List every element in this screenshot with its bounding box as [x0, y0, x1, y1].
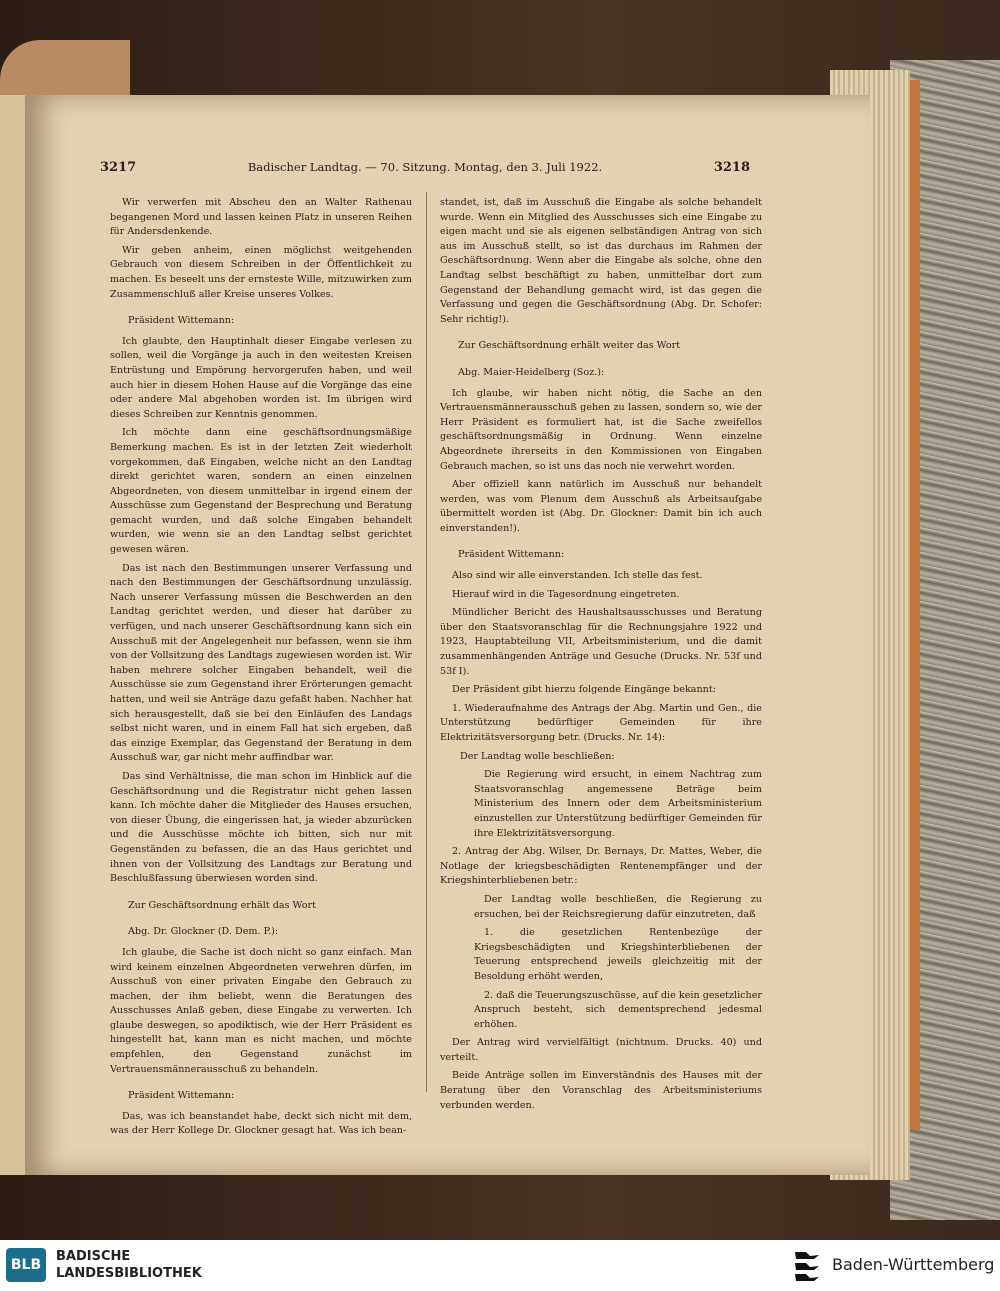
blb-logo-icon[interactable]: BLB	[6, 1248, 46, 1282]
paragraph: Das sind Verhältnisse, die man schon im Hinblick auf die Geschäftsordnung und die Registratur nicht gehen lassen kann. Ich möchte daher die Mitglieder des Hauses ersuchen, von dieser Übung, die eingerissen hat, ja wieder abzurücken und die Ausschüsse möchte ich bitten, sich nur mit Gegenständen zu befassen, die an das Haus gerichtet und ihnen von der Vollsitzung des Landtags zur Beratung und Beschlußfassung überwiesen worden sind.	[110, 770, 412, 885]
column-divider	[426, 192, 427, 1092]
paragraph: Ich möchte dann eine geschäftsordnungsmäßige Bemerkung machen. Es ist in der letzten Zeit wiederholt vorgekommen, daß Eingaben, welche nicht an den Landtag direkt gerichtet waren, sondern an einen einzelnen Abgeordneten, von diesem unmittelbar in irgend einem der Ausschüsse zum Gegenstand der Besprechung und Beratung gemacht wurden, und daß solche Eingaben behandelt wurden, wie wenn sie an den Landtag selbst gerichtet gewesen wären.	[110, 427, 412, 556]
speaker-heading: Abg. Maier-Heidelberg (Soz.):	[458, 366, 605, 378]
paragraph: Also sind wir alle einverstanden. Ich stelle das fest.	[452, 570, 703, 582]
page-number-left: 3217	[100, 160, 137, 175]
speaker-heading: Abg. Dr. Glockner (D. Dem. P.):	[128, 926, 279, 938]
paragraph: Der Antrag wird vervielfältigt (nichtnum. Drucks. 40) und verteilt.	[440, 1037, 762, 1063]
paragraph: Ich glaubte, den Hauptinhalt dieser Eingabe verlesen zu sollen, weil die Vorgänge ja auch in den weitesten Kreisen Entrüstung und Empörung hervorgerufen haben, und weil auch hier in diesem Hohen Hause auf die Vorgänge das eine oder andere Mal abgehoben worden ist. Im übrigen wird dieses Schreiben zur Kenntnis genommen.	[110, 335, 412, 420]
speaker-heading: Präsident Wittemann:	[128, 315, 235, 327]
speaker-heading: Präsident Wittemann:	[458, 549, 565, 561]
paragraph: Ich glaube, wir haben nicht nötig, die Sache an den Vertrauensmännerausschuß gehen zu lassen, sondern so, wie der Herr Präsident es formuliert hat, ist die Sache zweifellos geschäftsordnungsmäßig in Ordnung. Wenn einzelne Abgeordnete ihrerseits in den Kommissionen von Eingaben Gebrauch machen, so ist uns das noch nie verwehrt worden.	[440, 387, 762, 472]
bw-name[interactable]: Baden-Württemberg	[832, 1255, 995, 1274]
paragraph: standet, ist, daß im Ausschuß die Eingabe als solche behandelt wurde. Wenn ein Mitglied des Ausschusses sich eine Eingabe zu eigen macht und sie als eigenen selbständigen Antrag von sich aus im Ausschuß stellt, so ist das durchaus im Rahmen der Geschäftsordnung. Wenn aber die Eingabe als solche, ohne den Landtag selbst beschäftigt zu haben, unmittelbar dort zum Gegenstand der Behandlung gemacht wird, ist das gegen die Verfassung und gegen die Geschäftsordnung (Abg. Dr. Schofer: Sehr richtig!).	[440, 197, 762, 325]
blb-name-line1: BADISCHE	[56, 1249, 131, 1264]
footer-bar	[0, 1240, 1000, 1291]
paragraph: Wir geben anheim, einen möglichst weitgehenden Gebrauch von diesem Schreiben in der Öffentlichkeit zu machen. Es beseelt uns der ernsteste Wille, mitzuwirken zum Zusammenschluß aller Kreise unseres Volkes.	[110, 244, 412, 300]
paragraph: Das, was ich beanstandet habe, deckt sich nicht mit dem, was der Herr Kollege Dr. Glockner gesagt hat. Was ich bean-	[110, 1110, 412, 1137]
page-number-right: 3218	[713, 160, 750, 175]
speaker-heading: Zur Geschäftsordnung erhält das Wort	[128, 899, 316, 911]
paragraph: Ich glaube, die Sache ist doch nicht so ganz einfach. Man wird keinem einzelnen Abgeordneten verwehren dürfen, im Ausschuß von einer privaten Eingabe den Gebrauch zu machen, der ihm beliebt, wenn die Beratungen des Ausschusses Anlaß geben, diese Eingabe zu verwerten. Ich glaube deswegen, so apodiktisch, wie der Herr Präsident es hingestellt hat, kann man es nicht machen, und möchte empfehlen, den Gegenstand zunächst im Vertrauensmännerausschuß zu behandeln.	[110, 946, 412, 1075]
running-title: Badischer Landtag. — 70. Sitzung. Montag, den 3. Juli 1922.	[247, 160, 603, 174]
paragraph: Der Präsident gibt hierzu folgende Eingänge bekannt:	[452, 684, 716, 696]
right-column	[440, 196, 762, 1117]
blb-name[interactable]	[56, 1248, 202, 1282]
paragraph: Wir verwerfen mit Abscheu den an Walter Rathenau begangenen Mord und lassen keinen Platz in unseren Reihen für Andersdenkende.	[110, 197, 412, 238]
paragraph: Beide Anträge sollen im Einverständnis des Hauses mit der Beratung über den Voranschlag des Arbeitsministeriums verbunden werden.	[440, 1070, 762, 1111]
paragraph: Das ist nach den Bestimmungen unserer Verfassung und nach den Bestimmungen der Geschäftsordnung unzulässig. Nach unserer Verfassung müssen die Beschwerden an den Landtag gerichtet werden, und dieser hat darüber zu verfügen, und nach unserer Geschäftsordnung kann sich ein Ausschuß mit der Angelegenheit nur befassen, wenn sie ihm von der Vollsitzung des Landtags zugewiesen worden ist. Wir haben mehrere solcher Eingaben behandelt, weil die Ausschüsse sie zum Gegenstand ihrer Erörterungen gemacht hatten, und weil sie Anträge dazu gefaßt haben. Nachher hat sich herausgestellt, daß sie bei den Einläufen des Landags selbst nicht waren, und in einem Fall hat sich ergeben, daß das einzige Exemplar, das Gegenstand der Beratung in dem Ausschuß war, gar nicht mehr auffindbar war.	[110, 562, 412, 764]
paragraph: Aber offiziell kann natürlich im Ausschuß nur behandelt werden, was vom Plenum dem Ausschuß als Arbeitsaufgabe übermittelt worden ist (Abg. Dr. Glockner: Damit bin ich auch einverstanden!).	[440, 479, 762, 534]
baden-wuerttemberg-lions-icon[interactable]	[792, 1248, 822, 1282]
paragraph: 1. Wiederaufnahme des Antrags der Abg. Martin und Gen., die Unterstützung bedürftiger Gemeinden für ihre Elektrizitätsversorgung betr. (Drucks. Nr. 14):	[440, 702, 762, 743]
speaker-heading: Präsident Wittemann:	[128, 1090, 235, 1102]
blb-name-line2: LANDESBIBLIOTHEK	[56, 1266, 202, 1281]
paragraph: 2. Antrag der Abg. Wilser, Dr. Bernays, Dr. Mattes, Weber, die Notlage der kriegsbeschädigten Rentenempfänger und der Kriegshinterbliebenen betr.:	[440, 846, 762, 887]
left-column	[110, 196, 412, 1143]
paragraph: 2. daß die Teuerungszuschüsse, auf die kein gesetzlicher Anspruch besteht, sich dementsprechend jedesmal erhöhen.	[474, 989, 762, 1030]
speaker-heading: Zur Geschäftsordnung erhält weiter das Wort	[458, 340, 681, 352]
page-header	[100, 160, 750, 174]
paragraph: Mündlicher Bericht des Haushaltsausschusses und Beratung über den Staatsvoranschlag für die Rechnungsjahre 1922 und 1923, Hauptabteilung VII, Arbeitsministerium, und die damit zusammenhängenden Anträge und Gesuche (Drucks. Nr. 53f und 53f I).	[440, 607, 762, 677]
paragraph: Der Landtag wolle beschließen:	[460, 750, 615, 762]
paragraph: Der Landtag wolle beschließen, die Regierung zu ersuchen, bei der Reichsregierung dafür einzutreten, daß	[474, 893, 762, 920]
paragraph: 1. die gesetzlichen Rentenbezüge der Kriegsbeschädigten und Kriegshinterbliebenen der Teuerung entsprechend jeweils gleichzeitig mit der Besoldung erhöht werden,	[474, 927, 762, 982]
paragraph: Hierauf wird in die Tagesordnung eingetreten.	[452, 588, 680, 600]
paragraph: Die Regierung wird ersucht, in einem Nachtrag zum Staatsvoranschlag angemessene Beträge beim Ministerium des Innern oder dem Arbeitsministerium einzustellen zur Unterstützung bedürftiger Gemeinden für ihre Elektrizitätsversorgung.	[474, 769, 762, 839]
